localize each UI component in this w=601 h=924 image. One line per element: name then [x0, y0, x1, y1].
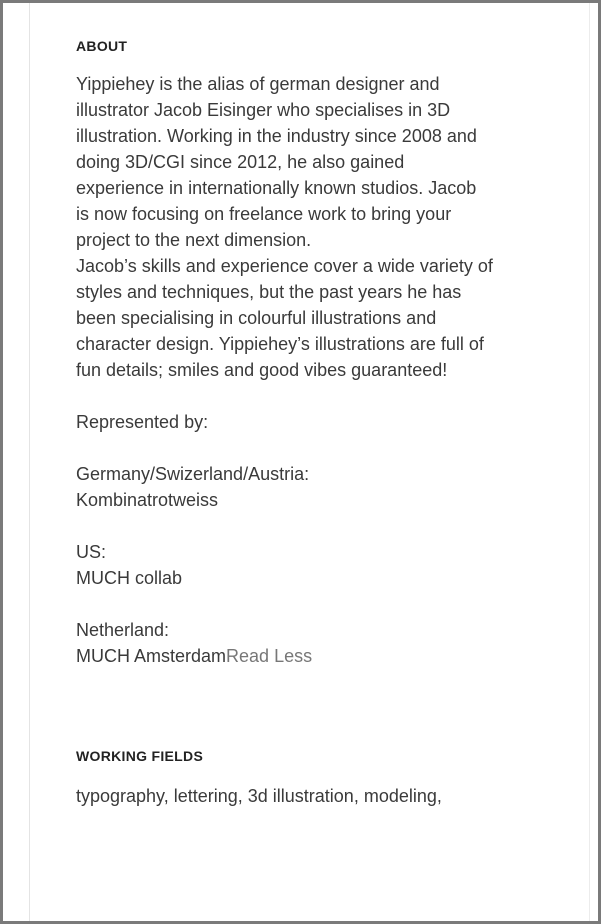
agency-region: Germany/Swizerland/Austria:: [76, 464, 310, 484]
read-less-link[interactable]: Read Less: [226, 646, 313, 666]
working-fields-list: typography, lettering, 3d illustration, modeling,: [76, 786, 442, 806]
spacer: [76, 591, 576, 617]
about-heading: ABOUT: [76, 38, 128, 54]
agency-region: US:: [76, 542, 107, 562]
bio-line: project to the next dimension.: [76, 230, 312, 250]
bio-line: Yippiehey is the alias of german designer and: [76, 74, 440, 94]
about-bio: [76, 71, 576, 383]
right-divider: [589, 3, 590, 921]
left-divider: [29, 3, 30, 921]
spacer: [76, 513, 576, 539]
bio-line: been specialising in colourful illustrations and: [76, 308, 437, 328]
agency-name: MUCH collab: [76, 568, 183, 588]
agency-region: Netherland:: [76, 620, 170, 640]
spacer: [76, 435, 576, 461]
profile-content: [76, 33, 576, 809]
spacer: [76, 669, 576, 743]
bio-line: illustrator Jacob Eisinger who specialises in 3D: [76, 100, 451, 120]
bio-line: Jacob’s skills and experience cover a wide variety of: [76, 256, 493, 276]
bio-line: styles and techniques, but the past years he has: [76, 282, 462, 302]
bio-line: fun details; smiles and good vibes guaranteed!: [76, 360, 448, 380]
represented-by-label: Represented by:: [76, 412, 209, 432]
agency-name: MUCH Amsterdam: [76, 646, 227, 666]
bio-line: illustration. Working in the industry since 2008 and: [76, 126, 477, 146]
agency-entry: [76, 617, 576, 669]
bio-line: experience in internationally known studios. Jacob: [76, 178, 477, 198]
bio-line: is now focusing on freelance work to bring your: [76, 204, 452, 224]
spacer: [76, 383, 576, 409]
working-fields-heading: WORKING FIELDS: [76, 748, 204, 764]
agency-entry: [76, 461, 576, 513]
agency-name: Kombinatrotweiss: [76, 490, 219, 510]
agency-entry: [76, 539, 576, 591]
bio-line: doing 3D/CGI since 2012, he also gained: [76, 152, 405, 172]
bio-line: character design. Yippiehey’s illustrations are full of: [76, 334, 484, 354]
